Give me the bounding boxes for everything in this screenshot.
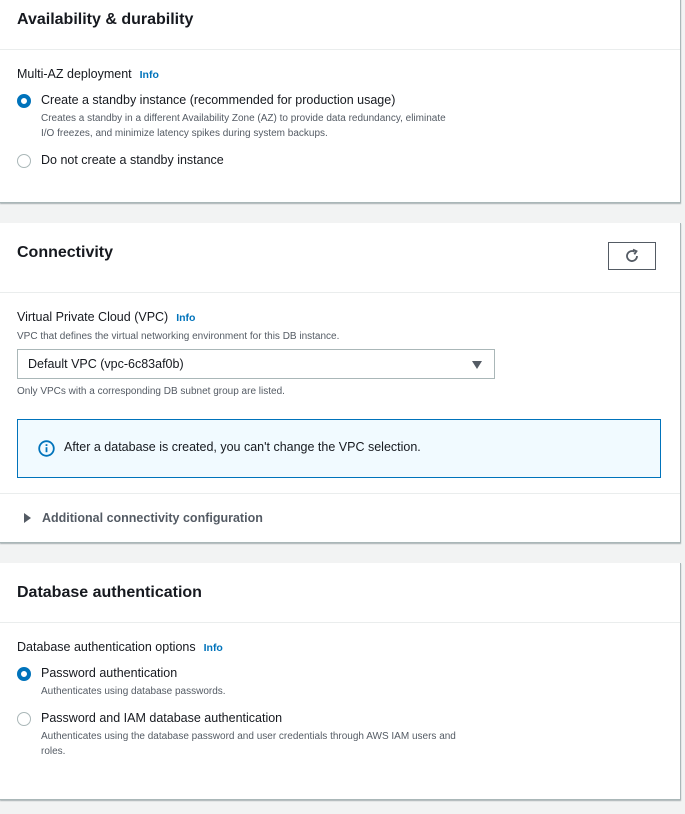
vpc-alert-text: After a database is created, you can't change the VPC selection. (64, 440, 421, 454)
connectivity-title: Connectivity (17, 244, 114, 261)
iam-description-line1: Authenticates using the database password and user credentials through AWS IAM users and (41, 731, 456, 742)
auth-options-label (17, 640, 223, 654)
info-circle-icon (38, 440, 55, 457)
authentication-title: Database authentication (17, 584, 202, 601)
connectivity-panel-header (0, 223, 680, 293)
connectivity-panel (0, 223, 681, 543)
iam-auth-description (41, 729, 511, 759)
standby-radio[interactable] (17, 94, 31, 108)
iam-auth-radio[interactable] (17, 712, 31, 726)
vpc-info-alert (17, 419, 661, 478)
vpc-description: VPC that defines the virtual networking environment for this DB instance. (17, 331, 340, 342)
availability-panel-header (0, 0, 680, 50)
authentication-panel-header (0, 563, 680, 623)
availability-panel (0, 0, 681, 203)
iam-auth-radio-label[interactable]: Password and IAM database authentication (41, 711, 283, 725)
multi-az-label-text: Multi-AZ deployment (17, 67, 132, 81)
refresh-button[interactable] (608, 242, 656, 270)
vpc-label-text: Virtual Private Cloud (VPC) (17, 310, 169, 324)
standby-description-line1: Creates a standby in a different Availability Zone (AZ) to provide data redundancy, eliminate (41, 113, 446, 124)
iam-description-line2: roles. (41, 746, 66, 757)
password-auth-description: Authenticates using database passwords. (41, 686, 226, 697)
no-standby-radio-label[interactable]: Do not create a standby instance (41, 153, 224, 167)
caret-down-icon (472, 361, 482, 369)
refresh-icon (623, 247, 641, 265)
vpc-select-value: Default VPC (vpc-6c83af0b) (28, 357, 184, 371)
password-auth-radio-label[interactable]: Password authentication (41, 666, 178, 680)
standby-radio-label[interactable]: Create a standby instance (recommended for production usage) (41, 93, 396, 107)
additional-connectivity-label[interactable]: Additional connectivity configuration (42, 511, 263, 525)
standby-description-line2: I/O freezes, and minimize latency spikes during system backups. (41, 128, 328, 139)
vpc-hint: Only VPCs with a corresponding DB subnet group are listed. (17, 386, 285, 397)
vpc-info-link[interactable]: Info (176, 312, 196, 324)
caret-right-icon (24, 513, 31, 523)
no-standby-radio[interactable] (17, 154, 31, 168)
standby-radio-description (41, 111, 511, 141)
password-auth-radio[interactable] (17, 667, 31, 681)
vpc-label (17, 310, 195, 324)
multi-az-label (17, 67, 159, 81)
vpc-select[interactable] (17, 349, 495, 379)
auth-options-label-text: Database authentication options (17, 640, 196, 654)
multi-az-info-link[interactable]: Info (139, 69, 159, 81)
auth-info-link[interactable]: Info (203, 642, 223, 654)
availability-title: Availability & durability (17, 11, 194, 28)
additional-connectivity-expander[interactable] (0, 493, 680, 543)
authentication-panel (0, 563, 681, 800)
